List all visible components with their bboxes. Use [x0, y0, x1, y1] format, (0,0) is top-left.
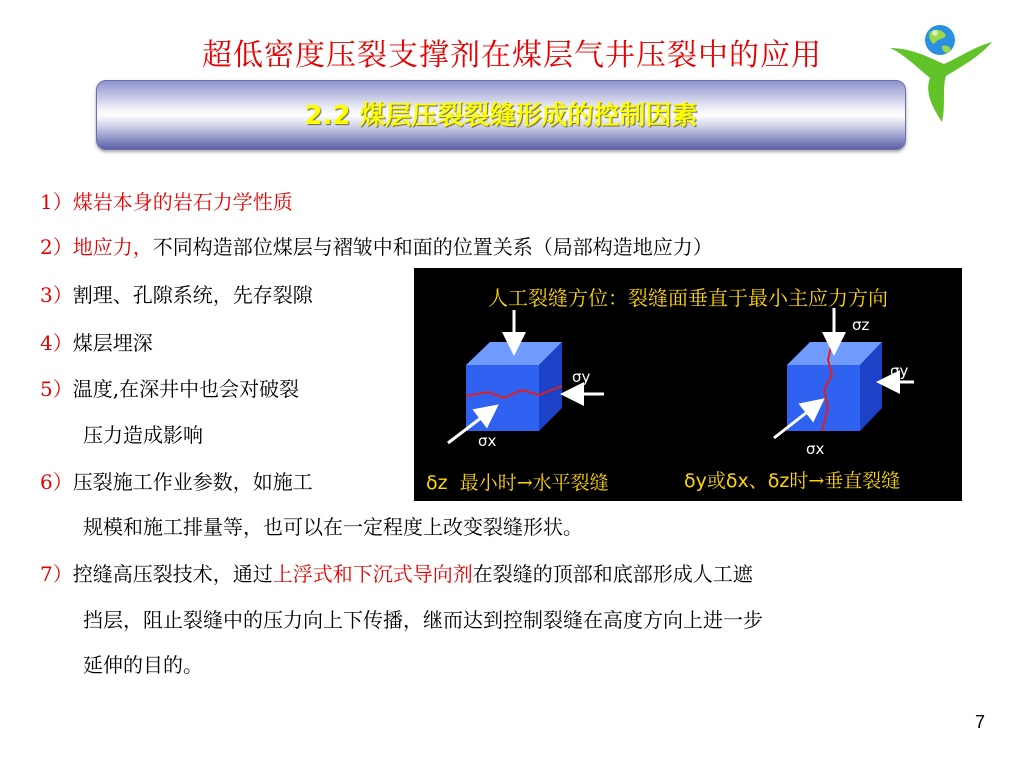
list-item-4 [40, 329, 153, 357]
cube-label-sigma-y [890, 362, 909, 380]
item-text: 不同构造部位煤层与褶皱中和面的位置关系（局部构造地应力） [152, 235, 713, 259]
item-number: 7） [40, 562, 73, 586]
svg-text:σx: σx [478, 432, 497, 450]
item-text: 煤岩本身的岩石力学性质 [72, 190, 293, 214]
svg-text:σx: σx [806, 440, 825, 458]
list-item-7-continuation: 挡层，阻止裂缝中的压力向上下传播，继而达到控制裂缝在高度方向上进一步 [83, 608, 763, 632]
item-number: 5） [40, 377, 73, 401]
list-item-3 [40, 281, 313, 309]
item-number: 6） [40, 470, 73, 494]
list-item-2 [40, 233, 713, 261]
item-text: 温度,在深井中也会对破裂 [72, 377, 300, 401]
item-text: 控缝高压裂技术，通过 [72, 562, 273, 586]
list-item-1 [40, 188, 293, 216]
cube-label-sigma-x [478, 432, 497, 450]
list-item-7 [40, 560, 753, 588]
item-text: 割理、孔隙系统，先存裂隙 [72, 283, 313, 307]
vertical-fracture-label: δy或δx、δz时→垂直裂缝 [684, 470, 901, 492]
section-banner [96, 80, 906, 150]
list-item-6-continuation: 规模和施工排量等，也可以在一定程度上改变裂缝形状。 [83, 515, 583, 539]
svg-text:σy: σy [890, 362, 909, 380]
horizontal-fracture-label: δz 最小时→水平裂缝 [426, 472, 609, 494]
item-number: 1） [40, 190, 73, 214]
item-number: 2） [40, 235, 73, 259]
cube-label-sigma-x [806, 440, 825, 458]
item-text: 压裂施工作业参数，如施工 [72, 470, 313, 494]
cube-label-sigma-y [572, 368, 591, 386]
list-item-5-continuation: 压力造成影响 [83, 423, 203, 447]
section-heading: 2.2 煤层压裂裂缝形成的控制因素 [304, 101, 698, 131]
item-highlight: 上浮式和下沉式导向剂 [272, 562, 473, 586]
list-item-7-continuation: 延伸的目的。 [83, 653, 203, 677]
item-text: 在裂缝的顶部和底部形成人工遮 [472, 562, 753, 586]
figure-caption: 人工裂缝方位：裂缝面垂直于最小主应力方向 [488, 286, 888, 310]
fracture-diagram [414, 268, 962, 501]
page-number: 7 [975, 712, 986, 732]
svg-text:σz: σz [852, 316, 870, 334]
item-highlight: 地应力， [72, 235, 153, 259]
item-text: 煤层埋深 [72, 331, 153, 355]
slide-title: 超低密度压裂支撑剂在煤层气井压裂中的应用 [202, 38, 822, 73]
item-number: 3） [40, 283, 73, 307]
list-item-5 [40, 375, 299, 403]
globe-person-logo [882, 18, 994, 123]
cube-label-sigma-z [852, 316, 870, 334]
svg-text:σy: σy [572, 368, 591, 386]
list-item-6 [40, 468, 313, 496]
item-number: 4） [40, 331, 73, 355]
